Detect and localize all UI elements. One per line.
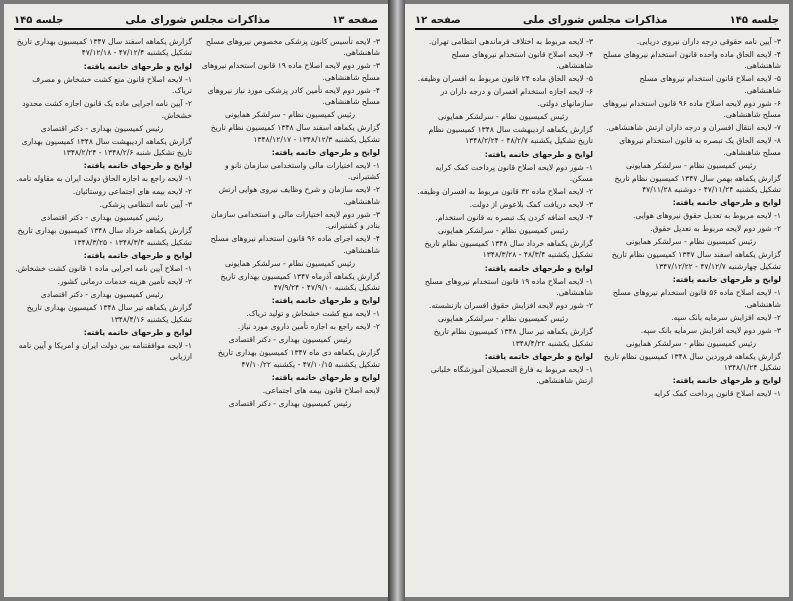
paragraph: ۱- لایحه اصلاح ماده ۱۹ قانون استخدام نیروهای مسلح شاهنشاهی. [424,276,593,298]
paragraph: لوایح و طرحهای خاتمه یافته: [484,352,593,362]
paragraph: لوایح و طرحهای خاتمه یافته: [672,275,781,285]
paragraph: ۱- لایحه موافقتنامه بین دولت ایران و امریکا و آیین نامه ارزیابی [18,341,192,362]
paragraph: ۱- شور دوم لایحه اصلاح قانون پرداخت کمک کرایه مسکن. [435,162,593,184]
paragraph: ۳- آیین نامه حقوقی درجه داران نیروی دریایی. [636,37,781,46]
left-page-session: جلسه ۱۴۵ [14,14,64,26]
paragraph: ۳- لایحه مربوط به اختلاف فرماندهی انتظامی تهران. [428,37,593,46]
paragraph: لوایح و طرحهای خاتمه یافته: [83,251,192,261]
paragraph: ۱- لایحه اصلاح قانون منع کشت خشخاش و مصرف تریاک. [32,74,192,96]
paragraph: ۱- لایحه اصلاح قانون پرداخت کمک کرایه [653,389,781,399]
paragraph: رئیس کمیسیون بهداری - دکتر اقتصادی [40,213,164,223]
left-page-number: صفحه ۱۳ [332,14,378,26]
paragraph: ۴- لایحه اجرای ماده ۹۶ قانون استخدام نیروهای مسلح شاهنشاهی. [210,234,380,255]
paragraph: ۱- لایحه منع کشت خشخاش و تولید تریاک. [246,309,380,319]
paragraph: رئیس کمیسیون نظام - سرلشکر همایونی [438,314,568,324]
paragraph: رئیس کمیسیون نظام - سرلشکر همایونی [626,160,756,170]
paragraph: گزارش یکماهه تیر سال ۱۳۴۸ کمیسیون نظام تاریخ تشکیل یکشنبه ۱۳۴۸/۴/۲۲ [433,327,593,348]
paragraph: ۲- لایحه بیمه های اجتماعی روستائیان. [72,187,192,197]
paragraph: ۲- لایحه تأمین هزینه خدمات درمانی کشور. [57,277,192,287]
left-page-columns [12,36,380,591]
right-page-session: جلسه ۱۴۵ [729,14,779,26]
right-page-left-column [413,36,593,591]
left-page [4,4,388,597]
paragraph: ۱- لایحه اصلاح ماده ۵۶ قانون استخدام نیروهای مسلح شاهنشاهی. [612,288,781,309]
paragraph: ۱- لایحه مربوط به فارغ التحصیلان آموزشگاه خلبانی ارتش شاهنشاهی. [430,365,593,386]
paragraph: ۴- شور دوم لایحه تأمین کادر پزشکی مورد نیاز نیروهای مسلح شاهنشاهی. [207,85,380,107]
paragraph: گزارش یکماهه خرداد سال ۱۳۴۸ کمیسیون نظام تاریخ تشکیل یکشنبه ۴۸/۳/۴ - ۱۳۴۸/۳/۲۸ [424,239,593,260]
paragraph: گزارش یکماهه خرداد سال ۱۳۴۸ کمیسیون بهداری تاریخ تشکیل یکشنبه ۱۳۴۸/۳/۴ - ۱۳۴۸/۳/۲۵ [17,226,192,247]
paragraph: ۳- شور دوم لایحه افزایش سرمایه بانک سپه. [640,325,781,335]
paragraph: لوایح و طرحهای خاتمه یافته: [83,161,192,171]
paragraph: لوایح و طرحهای خاتمه یافته: [271,148,380,158]
paragraph: ۲- لایحه سازمان و شرح وظایف نیروی هوایی ارتش شاهنشاهی. [218,185,380,206]
paragraph: ۲- آیین نامه اجرایی ماده یک قانون اجازه کشت محدود خشخاش. [22,99,192,120]
paragraph: ۱- لایحه اختیارات مالی واستخدامی سازمان نانو و کشتیرانی. [224,161,380,182]
paragraph: رئیس کمیسیون بهداری - دکتر اقتصادی [40,123,164,133]
paragraph: لوایح و طرحهای خاتمه یافته: [83,328,192,338]
paragraph: لوایح و طرحهای خاتمه یافته: [83,61,192,71]
left-page-right-column [200,36,380,591]
paragraph: رئیس کمیسیون نظام - سرلشکر همایونی [438,111,568,121]
paragraph: ۷- لایحه انتقال افسران و درجه داران ارتش شاهنشاهی. [606,123,781,133]
paragraph: لوایح و طرحهای خاتمه یافته: [484,149,593,159]
paragraph: لوایح و طرحهای خاتمه یافته: [484,263,593,273]
right-page-title: مذاکرات مجلس شورای ملی [522,14,668,26]
paragraph: رئیس کمیسیون بهداری - دکتر اقتصادی [228,335,352,345]
paragraph: رئیس کمیسیون نظام - سرلشکر همایونی [225,258,355,268]
paragraph: گزارش یکماهه اسفند سال ۱۳۴۸ کمیسیون نظام تاریخ تشکیل یکشنبه ۱۳۴۸/۱۲/۳ - ۱۳۴۸/۱۲/۱۷ [210,123,380,144]
paragraph: رئیس کمیسیون نظام - سرلشکر همایونی [626,237,756,247]
paragraph: رئیس کمیسیون نظام - سرلشکر همایونی [225,110,355,120]
paragraph: ۵- لایحه اصلاح قانون استخدام نیروهای مسلح شاهنشاهی. [639,74,781,95]
paragraph: لوایح و طرحهای خاتمه یافته: [672,198,781,208]
right-page-right-column [601,36,781,591]
paragraph: ۶- لایحه اجازه استخدام افسران و درجه داران در سازمانهای دولتی. [440,87,593,108]
paragraph: ۴- لایحه اصلاح قانون استخدام نیروهای مسلح شاهنشاهی. [451,50,593,71]
paragraph: رئیس کمیسیون نظام - سرلشکر همایونی [626,338,756,348]
paragraph: گزارش یکماهه بهمن سال ۱۳۴۷ کمیسیون نظام تاریخ تشکیل یکشنبه ۴۷/۱۱/۲۴ - دوشنبه ۴۷/۱۱/۲۸ [614,173,781,195]
paragraph: ۱- لایحه راجع به اجازه الحاق دولت ایران به مقاوله نامه. [16,174,192,184]
paragraph: رئیس کمیسیون نظام - سرلشکر همایونی [438,226,568,236]
right-page-header [415,12,779,30]
paragraph: ۲- لایحه افزایش سرمایه بانک سپه. [671,312,781,322]
paragraph: ۴- لایحه اضافه کردن یک تبصره به قانون استخدام. [435,213,593,223]
paragraph: لوایح و طرحهای خاتمه یافته: [672,376,781,386]
book-gutter [388,0,405,601]
paragraph: ۳- آیین نامه انتظامی پزشکی. [99,200,192,210]
paragraph: گزارش یکماهه آذرماه ۱۳۴۷ کمیسیون بهداری تاریخ تشکیل یکشنبه ۴۷/۹/۱۰ - ۴۷/۹/۲۴ [220,271,380,293]
right-page [405,4,789,597]
paragraph: گزارش یکماهه اردیبهشت سال ۱۳۴۸ کمیسیون بهداری تاریخ تشکیل شنبه ۱۳۴۸/۲/۶ - ۱۳۴۸/۲/۲۴ [21,136,192,158]
left-page-title: مذاکرات مجلس شورای ملی [125,14,271,26]
paragraph: ۳- شور دوم لایحه اختیارات مالی و استخدامی سازمان بنادر و کشتیرانی. [210,209,380,231]
paragraph: گزارش یکماهه فروردین سال ۱۳۴۸ کمیسیون نظام تاریخ تشکیل ۱۳۴۸/۱/۲۴ [603,351,781,373]
paragraph: گزارش یکماهه دی ماه ۱۳۴۷ کمیسیون بهداری تاریخ تشکیل یکشنبه ۴۷/۱۰/۱۵ - یکشنبه ۴۷/۱۰/۲۲ [217,348,380,369]
left-page-left-column [12,36,192,591]
paragraph: گزارش یکماهه اسفند سال ۱۳۴۷ کمیسیون بهداری تاریخ تشکیل یکشنبه ۴۷/۱۲/۴ - ۴۷/۱۲/۱۸ [16,37,192,58]
paragraph: ۵- لایحه الحاق ماده ۲۴ قانون مربوط به افسران وظیفه. [417,74,593,84]
paragraph: ۲- لایحه اصلاح ماده ۳۲ قانون مربوط به افسران وظیفه. [417,187,593,197]
paragraph: ۸- لایحه الحاق یک تبصره به قانون استخدام نیروهای مسلح شاهنشاهی. [619,136,781,157]
paragraph: ۲- شور دوم لایحه مربوط به تعدیل حقوق. [650,224,781,234]
paragraph: رئیس کمیسیون بهداری - دکتر اقتصادی [40,290,164,300]
paragraph: گزارش یکماهه تیر سال ۱۳۴۸ کمیسیون بهداری تاریخ تشکیل یکشنبه ۱۳۴۸/۴/۱۶ [26,303,192,324]
paragraph: ۴- لایحه الحاق ماده واحده قانون استخدام نیروهای مسلح شاهنشاهی. [602,50,781,71]
right-page-columns [413,36,781,591]
right-page-number: صفحه ۱۲ [415,14,461,26]
paragraph: ۱- اصلاح آیین نامه اجرایی ماده ۱ قانون کشت خشخاش. [15,264,192,274]
paragraph: لایحه اصلاح قانون بیمه های اجتماعی. [262,386,380,396]
paragraph: لوایح و طرحهای خاتمه یافته: [271,296,380,306]
paragraph: ۱- لایحه مربوط به تعدیل حقوق نیروهای هوایی. [632,211,781,221]
paragraph: ۲- شور دوم لایحه افزایش حقوق افسران بازنشسته. [429,301,593,311]
paragraph: ۲- لایحه راجع به اجازه تأمین داروی مورد نیاز. [237,322,380,332]
paragraph: رئیس کمیسیون بهداری - دکتر اقتصادی [228,399,352,409]
left-page-header [14,12,378,30]
paragraph: گزارش یکماهه اسفند سال ۱۳۴۷ کمیسیون نظام تاریخ تشکیل چهارشنبه ۴۷/۱۲/۷ - ۱۳۴۷/۱۲/۲۲ [611,250,781,271]
paragraph: ۶- شور دوم لایحه اصلاح ماده ۹۶ قانون استخدام نیروهای مسلح شاهنشاهی. [602,98,781,120]
paragraph: گزارش یکماهه اردیبهشت سال ۱۳۴۸ کمیسیون نظام تاریخ تشکیل یکشنبه ۴۸/۲/۷ - ۱۳۴۸/۲/۲۴ [428,124,593,146]
paragraph: لوایح و طرحهای خاتمه یافته: [271,373,380,383]
paragraph: ۳- لایحه دریافت کمک بلاعوض از دولت. [469,200,593,210]
paragraph: ۳- شور دوم لایحه اصلاح ماده ۱۹ قانون استخدام نیروهای مسلح شاهنشاهی. [201,61,380,82]
paragraph: ۳- لایحه تأسیس کانون پزشکی مخصوص نیروهای مسلح شاهنشاهی. [205,37,380,58]
